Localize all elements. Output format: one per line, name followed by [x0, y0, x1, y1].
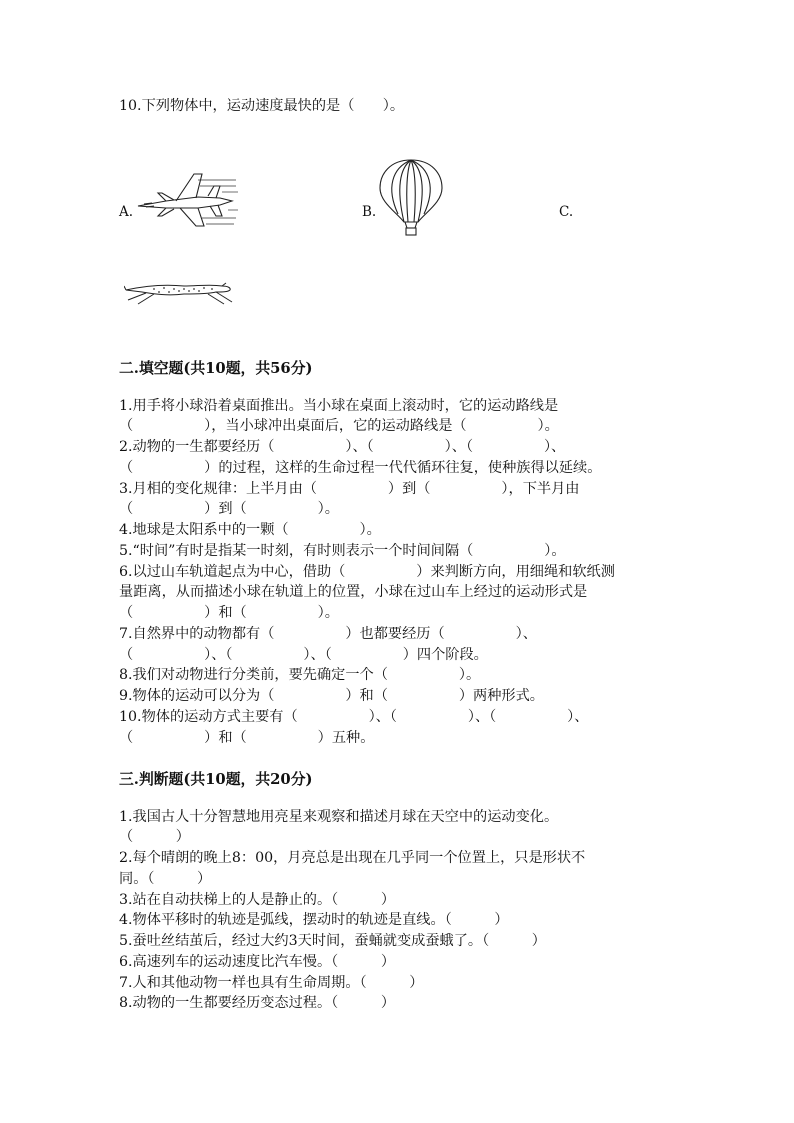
section3-line: 8.动物的一生都要经历变态过程。（ ） [119, 995, 396, 1011]
section2-line: 1.用手将小球沿着桌面推出。当小球在桌面上滚动时，它的运动路线是 [119, 398, 559, 414]
section2-line: （ ）到（ ）。 [119, 501, 339, 517]
section3-line: 4.物体平移时的轨迹是弧线，摆动时的轨迹是直线。（ ） [119, 912, 509, 928]
section2-line: （ ），当小球冲出桌面后，它的运动路线是（ ）。 [119, 418, 559, 434]
section2-line: 3.月相的变化规律：上半月由（ ）到（ ），下半月由 [119, 481, 580, 497]
section3-line: 5.蚕吐丝结茧后，经过大约3天时间，蚕蛹就变成蚕蛾了。（ ） [119, 933, 546, 949]
q10-stem: 10.下列物体中，运动速度最快的是（ ）。 [119, 98, 405, 114]
section2-line: 2.动物的一生都要经历（ ）、（ ）、（ ）、 [119, 439, 566, 455]
section3-line: 6.高速列车的运动速度比汽车慢。（ ） [119, 954, 396, 970]
section3-line: 2.每个晴朗的晚上8：00，月亮总是出现在几乎同一个位置上，只是形状不 [119, 850, 586, 866]
section2-heading: 二.填空题(共10题，共56分) [119, 360, 313, 377]
cheetah-image [124, 278, 234, 306]
section3-heading: 三.判断题(共10题，共20分) [119, 771, 313, 788]
section2-line: （ ）、（ ）、（ ）四个阶段。 [119, 647, 488, 663]
section2-line: 量距离，从而描述小球在轨道上的位置，小球在过山车上经过的运动形式是 [119, 584, 588, 600]
section2-line: 9.物体的运动可以分为（ ）和（ ）两种形式。 [119, 688, 544, 704]
section3-line: 3.站在自动扶梯上的人是静止的。（ ） [119, 892, 396, 908]
section2-line: 7.自然界中的动物都有（ ）也都要经历（ ）、 [119, 626, 537, 642]
hot-air-balloon-image [378, 158, 444, 238]
section2-line: 8.我们对动物进行分类前，要先确定一个（ ）。 [119, 667, 481, 683]
section2-line: 5.“时间”有时是指某一时刻，有时则表示一个时间间隔（ ）。 [119, 543, 566, 559]
section3-line: （ ） [119, 829, 190, 845]
section2-line: 10.物体的运动方式主要有（ ）、（ ）、（ ）、 [119, 709, 589, 725]
section2-line: （ ）和（ ）五种。 [119, 730, 375, 746]
section2-line: 6.以过山车轨道起点为中心，借助（ ）来判断方向，用细绳和软纸测 [119, 564, 615, 580]
section2-line: 4.地球是太阳系中的一颗（ ）。 [119, 522, 381, 538]
section3-line: 7.人和其他动物一样也具有生命周期。（ ） [119, 975, 424, 991]
section3-line: 同。（ ） [119, 871, 212, 887]
section2-line: （ ）的过程，这样的生命过程一代代循环往复，使种族得以延续。 [119, 460, 602, 476]
option-a-label: A. [119, 204, 134, 220]
section3-line: 1.我国古人十分智慧地用亮星来观察和描述月球在天空中的运动变化。 [119, 809, 559, 825]
option-c-label: C. [559, 204, 574, 220]
option-b-label: B. [362, 204, 377, 220]
jet-plane-image [136, 168, 240, 232]
section2-line: （ ）和（ ）。 [119, 605, 339, 621]
